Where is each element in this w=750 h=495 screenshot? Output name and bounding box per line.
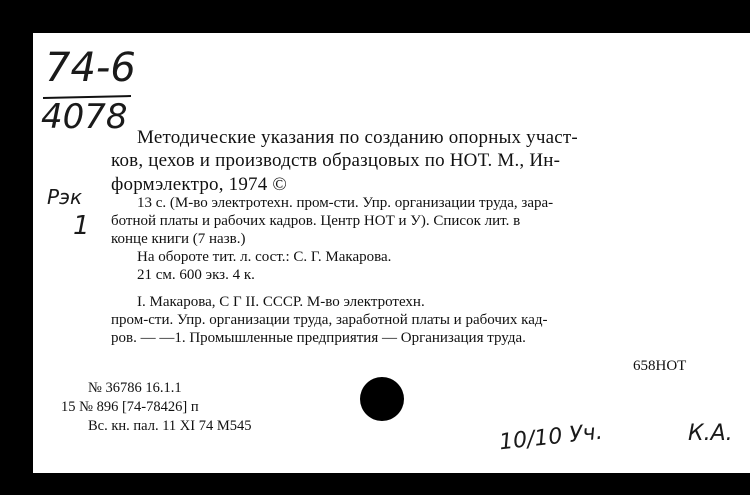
tracing-line-2: пром-сти. Упр. организации труда, заработной платы и рабочих кад- bbox=[111, 312, 548, 328]
catalog-card bbox=[33, 33, 750, 473]
bottom-scribble: 10/10 Уч. bbox=[497, 419, 604, 456]
call-number-top: 74-6 bbox=[45, 45, 136, 91]
call-number-bottom: 4078 bbox=[41, 97, 128, 137]
footer-line-3: Вс. кн. пал. 11 XI 74 М545 bbox=[88, 418, 252, 434]
footer-line-1: № 36786 16.1.1 bbox=[88, 380, 182, 396]
punch-hole bbox=[360, 377, 404, 421]
description-line-2: ботной платы и рабочих кадров. Центр НОТ и У). Список лит. в bbox=[111, 213, 521, 229]
title-line-2: ков, цехов и производств образцовых по НОТ. М., Ин- bbox=[111, 150, 561, 171]
initials: К.А. bbox=[688, 421, 733, 446]
tracing-line-1: I. Макарова, С Г II. СССР. М-во электротехн. bbox=[137, 294, 425, 310]
description-line-1: 13 с. (М-во электротехн. пром-сти. Упр. организации труда, зара- bbox=[137, 195, 554, 211]
title-line-3: формэлектро, 1974 © bbox=[111, 174, 288, 195]
title-line-1: Методические указания по созданию опорных участ- bbox=[137, 127, 578, 148]
description-line-3: конце книги (7 назв.) bbox=[111, 231, 246, 247]
side-note-2: 1 bbox=[73, 211, 90, 241]
note-line-2: 21 см. 600 экз. 4 к. bbox=[137, 267, 255, 283]
tracing-line-3: ров. — —1. Промышленные предприятия — Организация труда. bbox=[111, 330, 526, 346]
note-line-1: На обороте тит. л. сост.: С. Г. Макарова. bbox=[137, 249, 392, 265]
footer-line-2: 15 № 896 [74-78426] п bbox=[61, 399, 199, 415]
classification-code: 658НОТ bbox=[633, 358, 687, 374]
side-note-1: Рэк bbox=[47, 185, 83, 209]
